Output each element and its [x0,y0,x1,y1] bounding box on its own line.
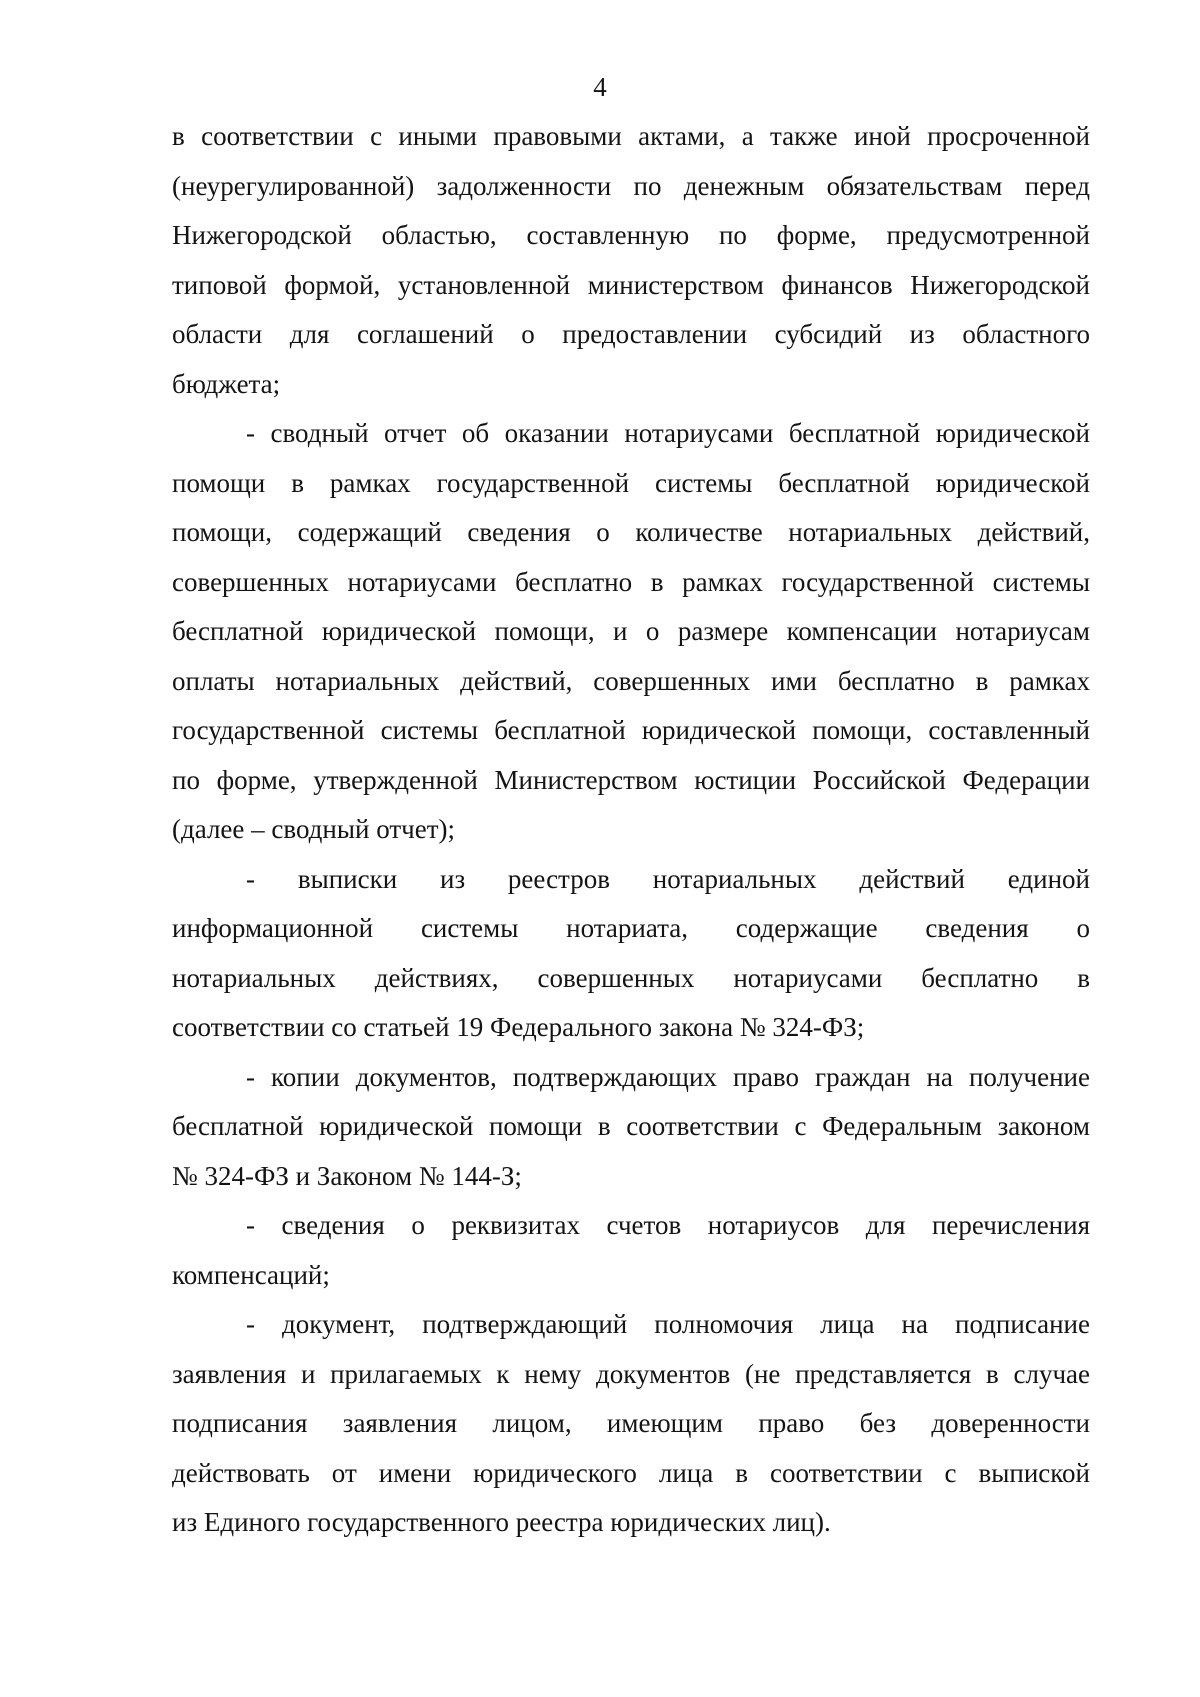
text-line: бесплатной юридической помощи в соответствии с Федеральным законом [172,1111,1090,1141]
paragraph-summary-report [172,409,1090,855]
text-line: государственной системы бесплатной юридической помощи, составленный [172,715,1090,745]
paragraph-document-copies [172,1053,1090,1202]
text-line: действовать от имени юридического лица в соответствии с выпиской [172,1457,1090,1488]
text-line: помощи в рамках государственной системы бесплатной юридической [172,467,1090,498]
text-line: компенсаций; [172,1259,330,1290]
text-line: по форме, утвержденной Министерством юстиции Российской Федерации [172,764,1090,795]
text-line: (неурегулированной) задолженности по денежным обязательствам перед [172,170,1090,201]
text-line: области для соглашений о предоставлении субсидий из областного [172,319,1090,349]
text-line: - сведения о реквизитах счетов нотариусов для перечисления [246,1210,1090,1240]
text-line: в соответствии с иными правовыми актами, а также иной просроченной [172,121,1090,151]
text-line: заявления и прилагаемых к нему документов (не представляется в случае [172,1358,1090,1389]
text-line: оплаты нотариальных действий, совершенных ими бесплатно в рамках [172,665,1090,696]
text-line: совершенных нотариусами бесплатно в рамках государственной системы [172,566,1090,597]
paragraph-authority-document [172,1300,1090,1548]
text-line: Нижегородской областью, составленную по форме, предусмотренной [172,220,1090,250]
text-line: соответствии со статьей 19 Федерального закона № 324-ФЗ; [172,1012,865,1042]
paragraph-account-details [172,1201,1090,1300]
paragraph-registry-extracts [172,855,1090,1053]
text-line: нотариальных действиях, совершенных нотариусами бесплатно в [172,962,1090,993]
text-line: подписания заявления лицом, имеющим право без доверенности [172,1408,1090,1438]
text-line: - выписки из реестров нотариальных действий единой [246,863,1090,894]
text-line: - документ, подтверждающий полномочия лица на подписание [246,1309,1090,1339]
document-body [172,112,1090,1548]
text-line: типовой формой, установленной министерством финансов Нижегородской [172,269,1090,300]
paragraph-continuation [172,112,1090,409]
text-line: помощи, содержащий сведения о количестве нотариальных действий, [172,517,1090,547]
page-number: 4 [593,72,607,102]
text-line: № 324-ФЗ и Законом № 144-З; [172,1160,522,1191]
text-line: - копии документов, подтверждающих право граждан на получение [246,1061,1090,1092]
text-line: (далее – сводный отчет); [172,814,455,844]
text-line: информационной системы нотариата, содержащие сведения о [172,913,1090,943]
text-line: бюджета; [172,368,281,399]
text-line: из Единого государственного реестра юридических лиц). [172,1507,831,1537]
text-line: бесплатной юридической помощи, и о размере компенсации нотариусам [172,616,1090,646]
text-line: - сводный отчет об оказании нотариусами бесплатной юридической [246,418,1090,448]
